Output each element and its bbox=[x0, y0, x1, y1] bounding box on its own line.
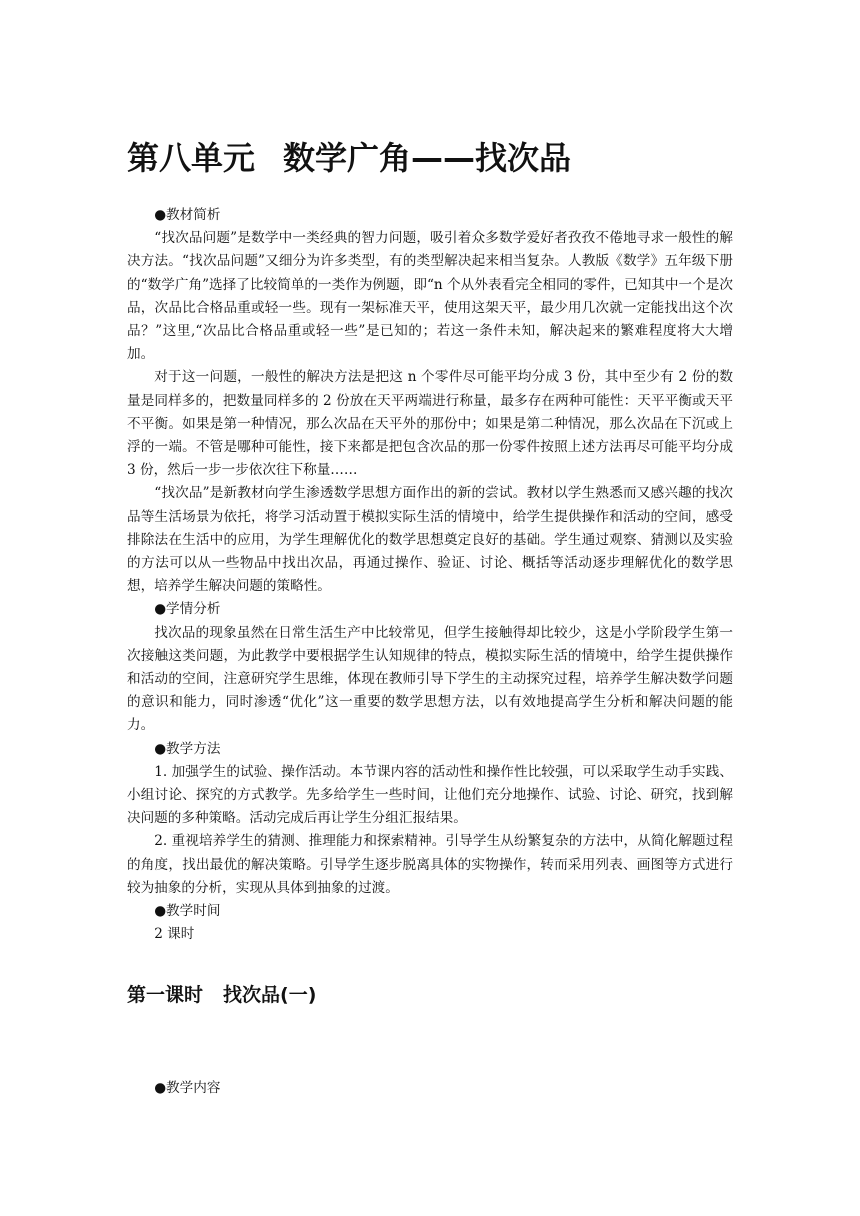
method-paragraph-2: 2. 重视培养学生的猜测、推理能力和探索精神。引导学生从纷繁复杂的方法中，从简化解题过程的角度，找出最优的解决策略。引导学生逐步脱离具体的实物操作，转而采用列表、画图等方式进行较为抽象的分析，实现从具体到抽象的过渡。 bbox=[127, 833, 733, 896]
unit-number: 第八单元 bbox=[127, 139, 256, 177]
section-heading-student: ●学情分析 bbox=[154, 601, 221, 618]
method-paragraph-1: 1. 加强学生的试验、操作活动。本节课内容的活动性和操作性比较强，可以采取学生动手实践、小组讨论、探究的方式教学。先多给学生一些时间，让他们充分地操作、试验、讨论、研究，找到解决问题的多种策略。活动完成后再让学生分组汇报结果。 bbox=[127, 763, 733, 827]
lesson-title bbox=[127, 981, 316, 1009]
unit-title bbox=[127, 136, 571, 180]
lesson-number: 第一课时 bbox=[127, 984, 204, 1006]
section-heading-content: ●教学内容 bbox=[154, 1080, 221, 1096]
unit-topic: 数学广角——找次品 bbox=[283, 139, 572, 177]
section-heading-time: ●教学时间 bbox=[154, 903, 221, 920]
section-heading-method: ●教学方法 bbox=[154, 740, 221, 757]
unit-body bbox=[127, 204, 733, 947]
material-paragraph-1: “找次品问题”是数学中一类经典的智力问题，吸引着众多数学爱好者孜孜不倦地寻求一般性的解决方法。“找次品问题”又细分为许多类型，有的类型解决起来相当复杂。人教版《数学》五年级下册的“数学广角”选择了比较简单的一类作为例题，即“n 个从外表看完全相同的零件，已知其中一个是次品，次品比合格品重或轻一些。现有一架标准天平，使用这架天平，最少用几次就一定能找出这个次品？”这里,“次品比合格品重或轻一些”是已知的；若这一条件未知，解决起来的繁难程度将大大增加。 bbox=[127, 230, 733, 363]
section-heading-material: ●教材简析 bbox=[154, 207, 221, 223]
time-value: 2 课时 bbox=[154, 926, 195, 943]
material-paragraph-3: “找次品”是新教材向学生渗透数学思想方面作出的新的尝试。教材以学生熟悉而又感兴趣的找次品等生活场景为依托，将学习活动置于模拟实际生活的情境中，给学生提供操作和活动的空间，感受排除法在生活中的应用，为学生理解优化的数学思想奠定良好的基础。学生通过观察、猜测以及实验的方法可以从一些物品中找出次品，再通过操作、验证、讨论、概括等活动逐步理解优化的数学思想，培养学生解决问题的策略性。 bbox=[127, 485, 733, 595]
student-paragraph-1: 找次品的现象虽然在日常生活生产中比较常见，但学生接触得却比较少，这是小学阶段学生第一次接触这类问题，为此教学中要根据学生认知规律的特点，模拟实际生活的情境中，给学生提供操作和活动的空间，注意研究学生思维，体现在教师引导下学生的主动探究过程，培养学生解决数学问题的意识和能力，同时渗透“优化”这一重要的数学思想方法，以有效地提高学生分析和解决问题的能力。 bbox=[127, 624, 733, 734]
material-paragraph-2: 对于这一问题，一般性的解决方法是把这 n 个零件尽可能平均分成 3 份，其中至少有 2 份的数量是同样多的，把数量同样多的 2 份放在天平两端进行称量，最多存在两种可能性：天平平衡或天平不平衡。如果是第一种情况，那么次品在天平外的那份中；如果是第二种情况，那么次品在下沉或上浮的一端。不管是哪种可能性，接下来都是把包含次品的那一份零件按照上述方法再尽可能平均分成 3 份，然后一步一步依次往下称量…… bbox=[127, 369, 733, 479]
lesson-topic: 找次品(一) bbox=[223, 984, 317, 1006]
